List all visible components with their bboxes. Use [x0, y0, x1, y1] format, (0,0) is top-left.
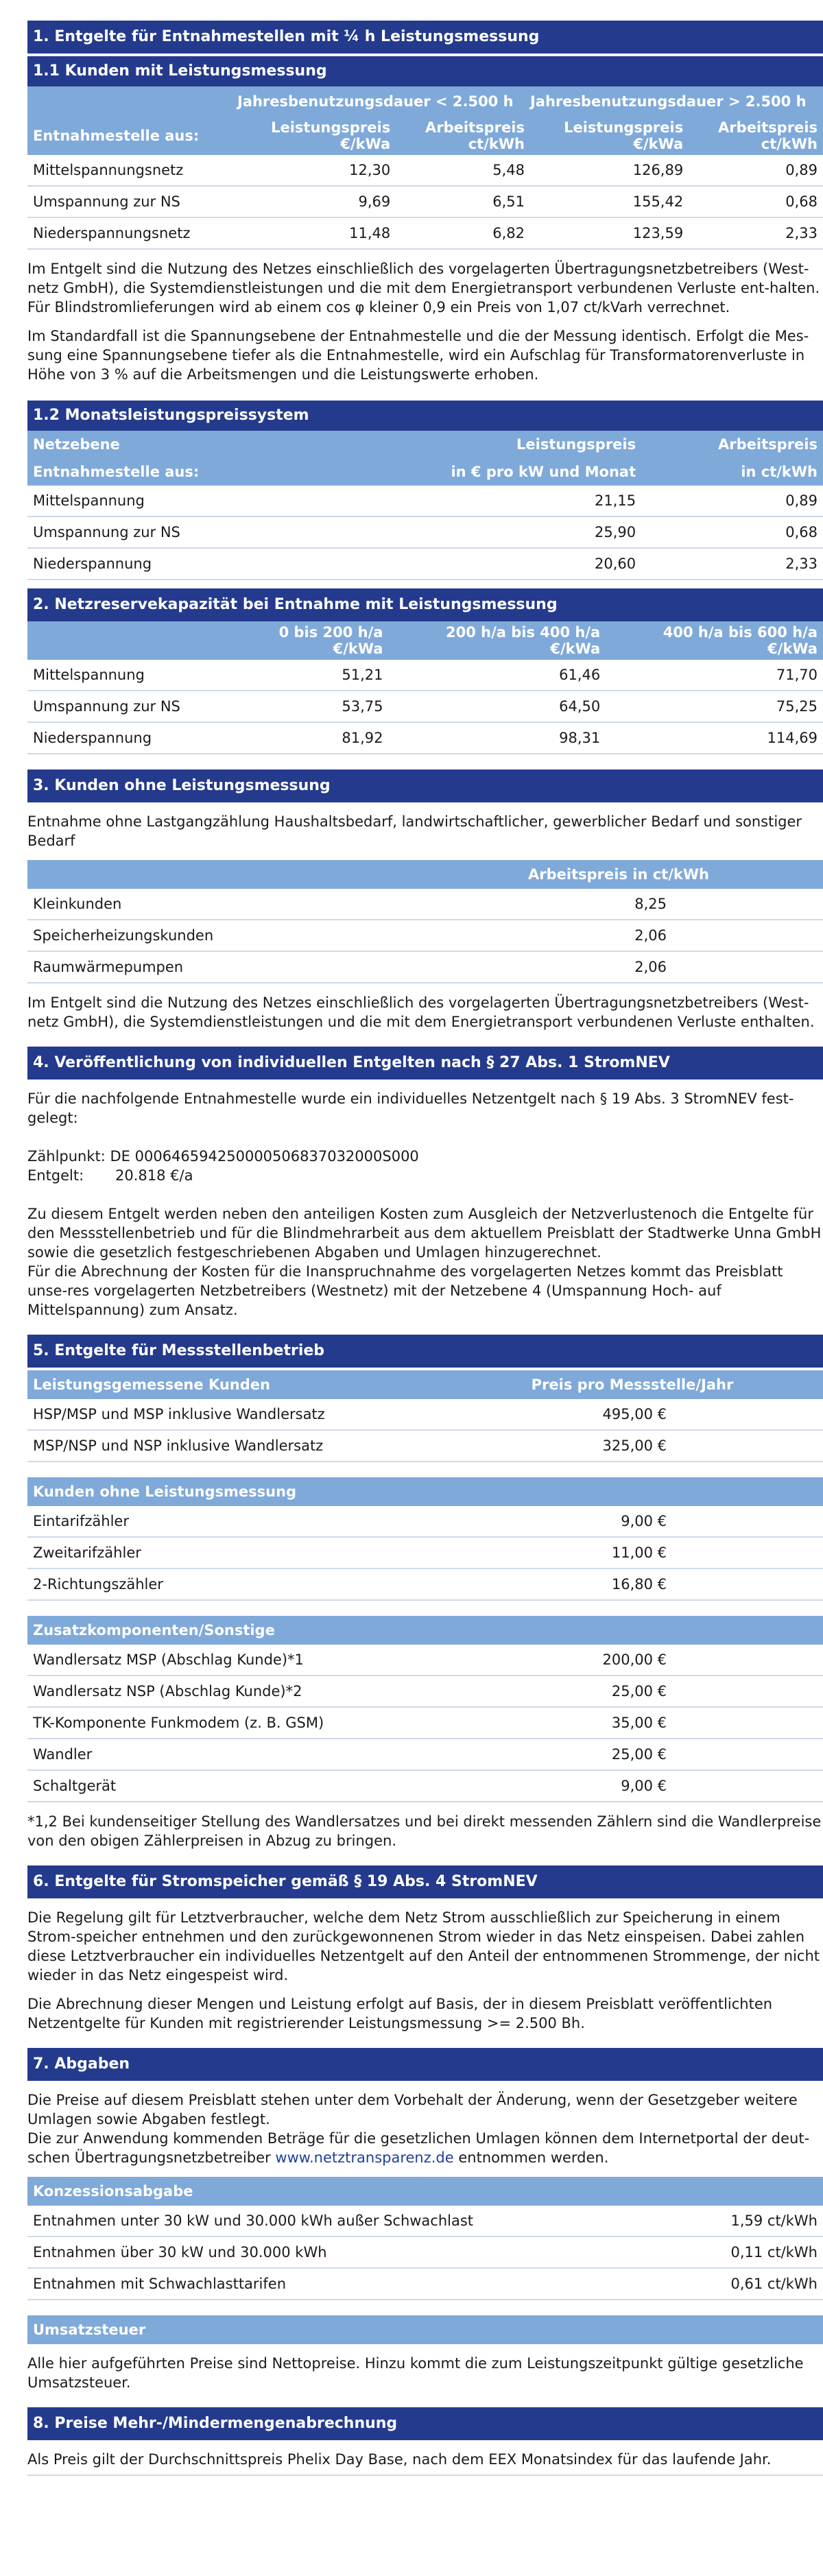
section-3-header: Arbeitspreis in ct/kWh [27, 860, 823, 889]
list-item: Kleinkunden 8,25 [27, 889, 823, 920]
list-item: TK-Komponente Funkmodem (z. B. GSM) 35,00 € [27, 1708, 823, 1739]
table-monatsleistungspreis: Netzebene Leistungspreis Arbeitspreis Entnahmestelle aus: in € pro kW und Monat in ct/kWh Mittelspannung 21,15 0,89 Umspannung zur NS 25,90 0,68 Niederspannung 20,60 2,33 [27, 431, 823, 580]
section-3-note: Im Entgelt sind die Nutzung des Netzes einschließlich des vorgelagerten Übertragungsnetzbetreibers (West-netz GmbH), die Systemdienstleistungen und die mit dem Energietransport verbundenen Verluste enthalten. [27, 994, 815, 1030]
table-row: Umspannung zur NS 9,69 6,51 155,42 0,68 [27, 186, 823, 217]
table-row: Umspannung zur NS 53,75 64,50 75,25 [27, 691, 823, 722]
section-8-body: Als Preis gilt der Durchschnittspreis Phelix Day Base, nach dem EEX Monatsindex für das laufende Jahr. [27, 2450, 823, 2476]
list-item: Wandlersatz NSP (Abschlag Kunde)*2 25,00 € [27, 1676, 823, 1708]
table-kunden-mit-leistungsmessung [27, 86, 823, 250]
col-entnahmestelle: Entnahmestelle aus: [27, 117, 237, 155]
group-konzessionsabgabe: Konzessionsabgabe [27, 2177, 823, 2206]
list-item: 2-Richtungszähler 16,80 € [27, 1569, 823, 1601]
list-item: Eintarifzähler 9,00 € [27, 1506, 823, 1538]
table-row: Niederspannungsnetz 11,48 6,82 123,59 2,33 [27, 217, 823, 249]
section-1-notes: Im Entgelt sind die Nutzung des Netzes einschließlich des vorgelagerten Übertragungsnetzbetreibers (West-netz GmbH), die Systemdienstleistungen und die mit dem Energietransport verbundenen Verluste ent-halten. Für Blindstromlieferungen wird ab einem cos φ kleiner 0,9 ein Preis von 1,07 ct/kVarh verrechnet. Im Standardfall ist die Spannungsebene der Entnahmestelle und die der Messung identisch. Erfolgt die Mes-sung eine Spannungsebene tiefer als die Entnahmestelle, wird ein Aufschlag für Transformatorenverluste in Höhe von 3 % auf die Arbeitsmengen und die Leistungswerte erhoben. [27, 261, 820, 383]
list-item: MSP/NSP und NSP inklusive Wandlersatz 325,00 € [27, 1431, 823, 1462]
table-row: Mittelspannung 21,15 0,89 [27, 486, 823, 516]
col-arbeitspreis-low: Arbeitspreis ct/kWh [396, 117, 530, 155]
umsatzsteuer-text: Alle hier aufgeführten Preise sind Nettopreise. Hinzu kommt die zum Leistungszeitpunkt gültige gesetzliche Umsatzsteuer. [27, 2355, 804, 2391]
section-3-title: 3. Kunden ohne Leistungsmessung [27, 770, 823, 802]
col-leistungspreis-low: Leistungspreis €/kWa [237, 117, 396, 155]
group-umsatzsteuer: Umsatzsteuer [27, 2315, 823, 2344]
group-kunden-ohne-leistungsmessung: Kunden ohne Leistungsmessung [27, 1477, 823, 1506]
zaehlpunkt-value: DE 000646594250000506837032000S000 [110, 1148, 419, 1165]
table-row: Niederspannung 20,60 2,33 [27, 548, 823, 580]
list-item: Speicherheizungskunden 2,06 [27, 920, 823, 952]
table-row: Niederspannung 81,92 98,31 114,69 [27, 722, 823, 754]
netztransparenz-link[interactable]: www.netztransparenz.de [275, 2149, 454, 2166]
section-1-2-title: 1.2 Monatsleistungspreissystem [27, 401, 823, 431]
list-item: Entnahmen unter 30 kW und 30.000 kWh außer Schwachlast 1,59 ct/kWh [27, 2206, 823, 2237]
list-item: Entnahmen mit Schwachlasttarifen 0,61 ct/kWh [27, 2269, 823, 2300]
section-8-title: 8. Preise Mehr-/Mindermengenabrechnung [27, 2407, 823, 2440]
section-1-1-title: 1.1 Kunden mit Leistungsmessung [27, 56, 823, 86]
section-5-title: 5. Entgelte für Messstellenbetrieb [27, 1335, 823, 1368]
section-3-intro: Entnahme ohne Lastgangzählung Haushaltsbedarf, landwirtschaftlicher, gewerblicher Bedarf und sonstiger Bedarf [27, 813, 802, 849]
list-item: Wandler 25,00 € [27, 1739, 823, 1771]
price-sheet [27, 0, 823, 2476]
group-low-header: Jahresbenutzungsdauer < 2.500 h [237, 86, 530, 117]
group-leistungsgemessene-kunden: Leistungsgemessene Kunden Preis pro Messstelle/Jahr [27, 1370, 823, 1399]
section-4-title: 4. Veröffentlichung von individuellen Entgelten nach § 27 Abs. 1 StromNEV [27, 1047, 823, 1080]
list-item: Zweitarifzähler 11,00 € [27, 1538, 823, 1569]
entgelt-value: 20.818 €/a [115, 1167, 193, 1184]
section-5-footnote: *1,2 Bei kundenseitiger Stellung des Wandlersatzes und bei direkt messenden Zählern sind die Wandlerpreise von den obigen Zählerpreisen in Abzug zu bringen. [27, 1813, 822, 1849]
section-1-title: 1. Entgelte für Entnahmestellen mit ¼ h Leistungsmessung [27, 21, 823, 53]
group-zusatzkomponenten: Zusatzkomponenten/Sonstige [27, 1616, 823, 1645]
list-item: Schaltgerät 9,00 € [27, 1771, 823, 1802]
section-7-body: Die Preise auf diesem Preisblatt stehen unter dem Vorbehalt der Änderung, wenn der Gesetzgeber weitere Umlagen sowie Abgaben festlegt. Die zur Anwendung kommenden Beträge für die gesetzlichen Umlagen können dem Internetportal der deut-schen Übertragungsnetzbetreiber www.netztransparenz.de entnommen werden. [27, 2092, 810, 2166]
section-6-title: 6. Entgelte für Stromspeicher gemäß § 19 Abs. 4 StromNEV [27, 1865, 823, 1898]
table-row: Umspannung zur NS 25,90 0,68 [27, 516, 823, 548]
table-row: Mittelspannungsnetz 12,30 5,48 126,89 0,89 [27, 155, 823, 186]
group-high-header: Jahresbenutzungsdauer > 2.500 h [530, 86, 823, 117]
list-item: Raumwärmepumpen 2,06 [27, 952, 823, 983]
section-7-title: 7. Abgaben [27, 2048, 823, 2081]
table-netzreservekapazitaet: 0 bis 200 h/a €/kWa 200 h/a bis 400 h/a €/kWa 400 h/a bis 600 h/a €/kWa Mittelspannung 51,21 61,46 71,70 Umspannung zur NS 53,75 64,50 75,25 Niederspannung 81,92 98,31 114,69 [27, 621, 823, 754]
table-row: Mittelspannung 51,21 61,46 71,70 [27, 660, 823, 691]
col-leistungspreis-high: Leistungspreis €/kWa [530, 117, 689, 155]
section-6-body: Die Regelung gilt für Letztverbraucher, welche dem Netz Strom ausschließlich zur Speicherung in einem Strom-speicher entnehmen und den zurückgewonnenen Strom wieder in das Netz einspeisen. Dabei zahlen diese Letztverbraucher ein individuelles Netzentgelt auf den Anteil der entnommenen Strommenge, der nicht wieder in das Netz eingespeist wird. Die Abrechnung dieser Mengen und Leistung erfolgt auf Basis, der in diesem Preisblatt veröffentlichten Netzentgelte für Kunden mit registrierender Leistungsmessung >= 2.500 Bh. [27, 1909, 820, 2031]
section-2-title: 2. Netzreservekapazität bei Entnahme mit Leistungsmessung [27, 588, 823, 621]
col-arbeitspreis-high: Arbeitspreis ct/kWh [689, 117, 823, 155]
list-item: Wandlersatz MSP (Abschlag Kunde)*1 200,00 € [27, 1645, 823, 1676]
list-item: Entnahmen über 30 kW und 30.000 kWh 0,11 ct/kWh [27, 2237, 823, 2269]
list-item: HSP/MSP und MSP inklusive Wandlersatz 495,00 € [27, 1399, 823, 1431]
section-4-body: Für die nachfolgende Entnahmestelle wurde ein individuelles Netzentgelt nach § 19 Abs. 3 StromNEV fest-gelegt: Zählpunkt: DE 000646594250000506837032000S000 Entgelt: 20.818 €/a Zu diesem Entgelt werden neben den anteiligen Kosten zum Ausgleich der Netzverlustenoch die Entgelte für den Messstellenbetrieb und für die Blindmehrarbeit aus dem aktuellem Preisblatt der Stadtwerke Unna GmbH sowie die gesetzlich festgeschriebenen Abgaben und Umlagen hinzugerechnet. Für die Abrechnung der Kosten für die Inanspruchnahme des vorgelagerten Netzes kommt das Preisblatt unse-res vorgelagerten Netzbetreibers (Westnetz) mit der Netzebene 4 (Umspannung Hoch- auf Mittelspannung) zum Ansatz. [27, 1090, 822, 1318]
